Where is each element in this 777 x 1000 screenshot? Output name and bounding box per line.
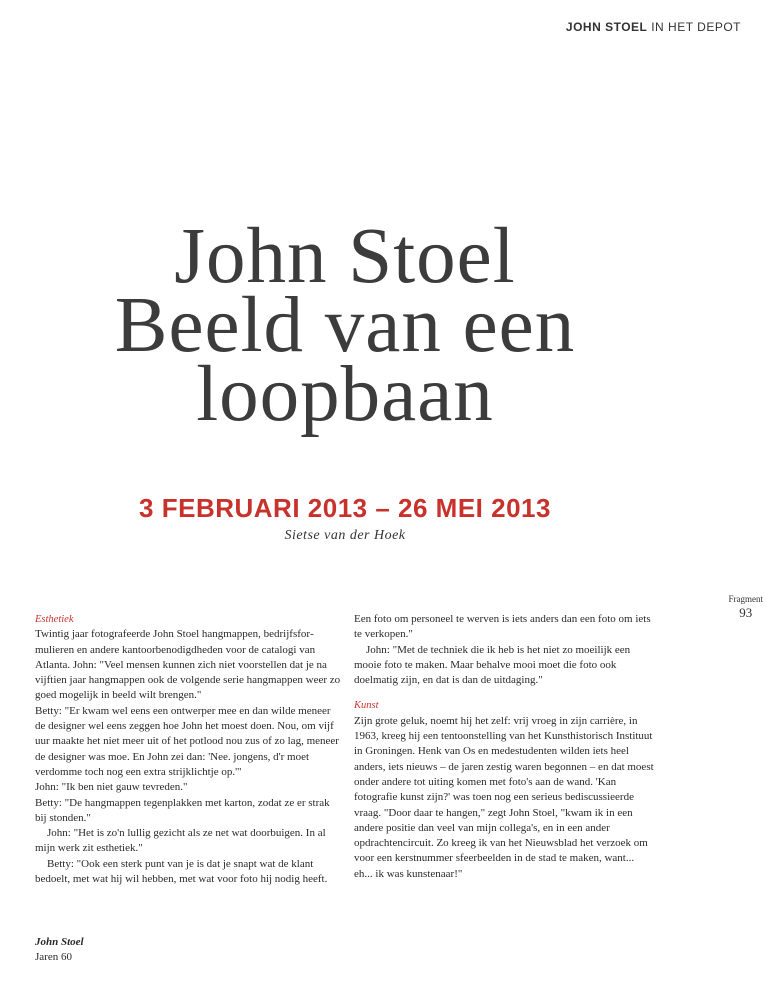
paragraph: John: "Ik ben niet gauw tevreden.": [35, 781, 188, 794]
article-title: [0, 213, 690, 438]
paragraph: John: "Het is zo'n lullig gezicht als ze net wat doorbuigen. In al mijn werk zit esthetiek.": [35, 827, 326, 855]
fragment-label: Fragment: [728, 594, 763, 604]
page-number: 93: [739, 605, 753, 620]
running-head: [566, 20, 741, 34]
running-head-name: JOHN STOEL: [565, 20, 648, 34]
author-byline: Sietse van der Hoek: [284, 528, 406, 543]
exhibition-dates: 3 FEBRUARI 2013 – 26 MEI 2013: [139, 493, 551, 523]
page-marker: [729, 594, 764, 621]
section-heading-kunst: Kunst: [354, 700, 379, 712]
paragraph: Twintig jaar fotografeerde John Stoel hangmappen, bedrijfsformulieren en andere kantoorbenodigdheden voor de catalogi van Atlanta. John: "Veel mensen kunnen zich niet voorstellen dat je na vijftien jaar hangmappen ook de volgende serie hangmappen weer zo goed mogelijk in beeld wilt brengen.": [35, 628, 341, 702]
body-column-left: [35, 612, 341, 887]
footer-subtitle: Jaren 60: [35, 951, 72, 963]
paragraph: Een foto om personeel te werven is iets anders dan een foto om iets te verkopen.": [354, 613, 651, 641]
title-line-1: John Stoel: [174, 213, 516, 300]
running-head-section: IN HET DEPOT: [647, 20, 741, 34]
paragraph: John: "Met de techniek die ik heb is het niet zo moeilijk een mooie foto te maken. Maar behalve mooi moet die foto ook doelmatig zijn, en dat is dan de uitdaging.": [354, 643, 631, 687]
title-line-3: loopbaan: [196, 351, 494, 438]
paragraph: Betty: "Er kwam wel eens een ontwerper mee en dan wilde meneer de designer wel eens zeggen hoe John het moest doen. Nou, om vijf uur maakte het niet meer uit of het potlood nou zus of zo lag, meneer de designer was moe. En John zei dan: 'Nee. jongens, d'r moet verdomme toch nog een extra strijklichtje op.'": [35, 704, 339, 778]
body-column-right: [354, 612, 654, 882]
section-heading-esthetiek: Esthetiek: [35, 614, 74, 625]
paragraph: Zijn grote geluk, noemt hij het zelf: vrij vroeg in zijn carrière, in 1963, kreeg hij een tentoonstelling van het Kunsthistorisch Instituut in Groningen. Henk van Os en medestudenten wilden iets heel anders, iets nieuws – de jaren zestig waren begonnen – en dat moest onder andere tot uiting komen met foto's aan de wand. 'Kan fotografie kunst zijn?' was toen nog een serieus bediscussieerde vraag. "Door daar te hangen," zegt John Stoel, "kwam ik in een andere positie dan veel van mijn collega's, en in een ander opdrachtencircuit. Zo kreeg ik van het Nieuwsblad het verzoek om voor een kerstnummer sfeerbeelden in de stad te maken, want... eh... ik was kunstenaar!": [354, 714, 654, 880]
page-footer: [35, 935, 84, 965]
paragraph: Betty: "Ook een sterk punt van je is dat je snapt wat de klant bedoelt, met wat hij wil hebben, met wat voor foto hij nodig heeft.: [35, 857, 328, 886]
paragraph: Betty: "De hangmappen tegenplakken met karton, zodat ze er strak bij stonden.": [35, 796, 330, 824]
footer-name: John Stoel: [35, 936, 84, 948]
title-line-2: Beeld van een: [114, 282, 576, 369]
